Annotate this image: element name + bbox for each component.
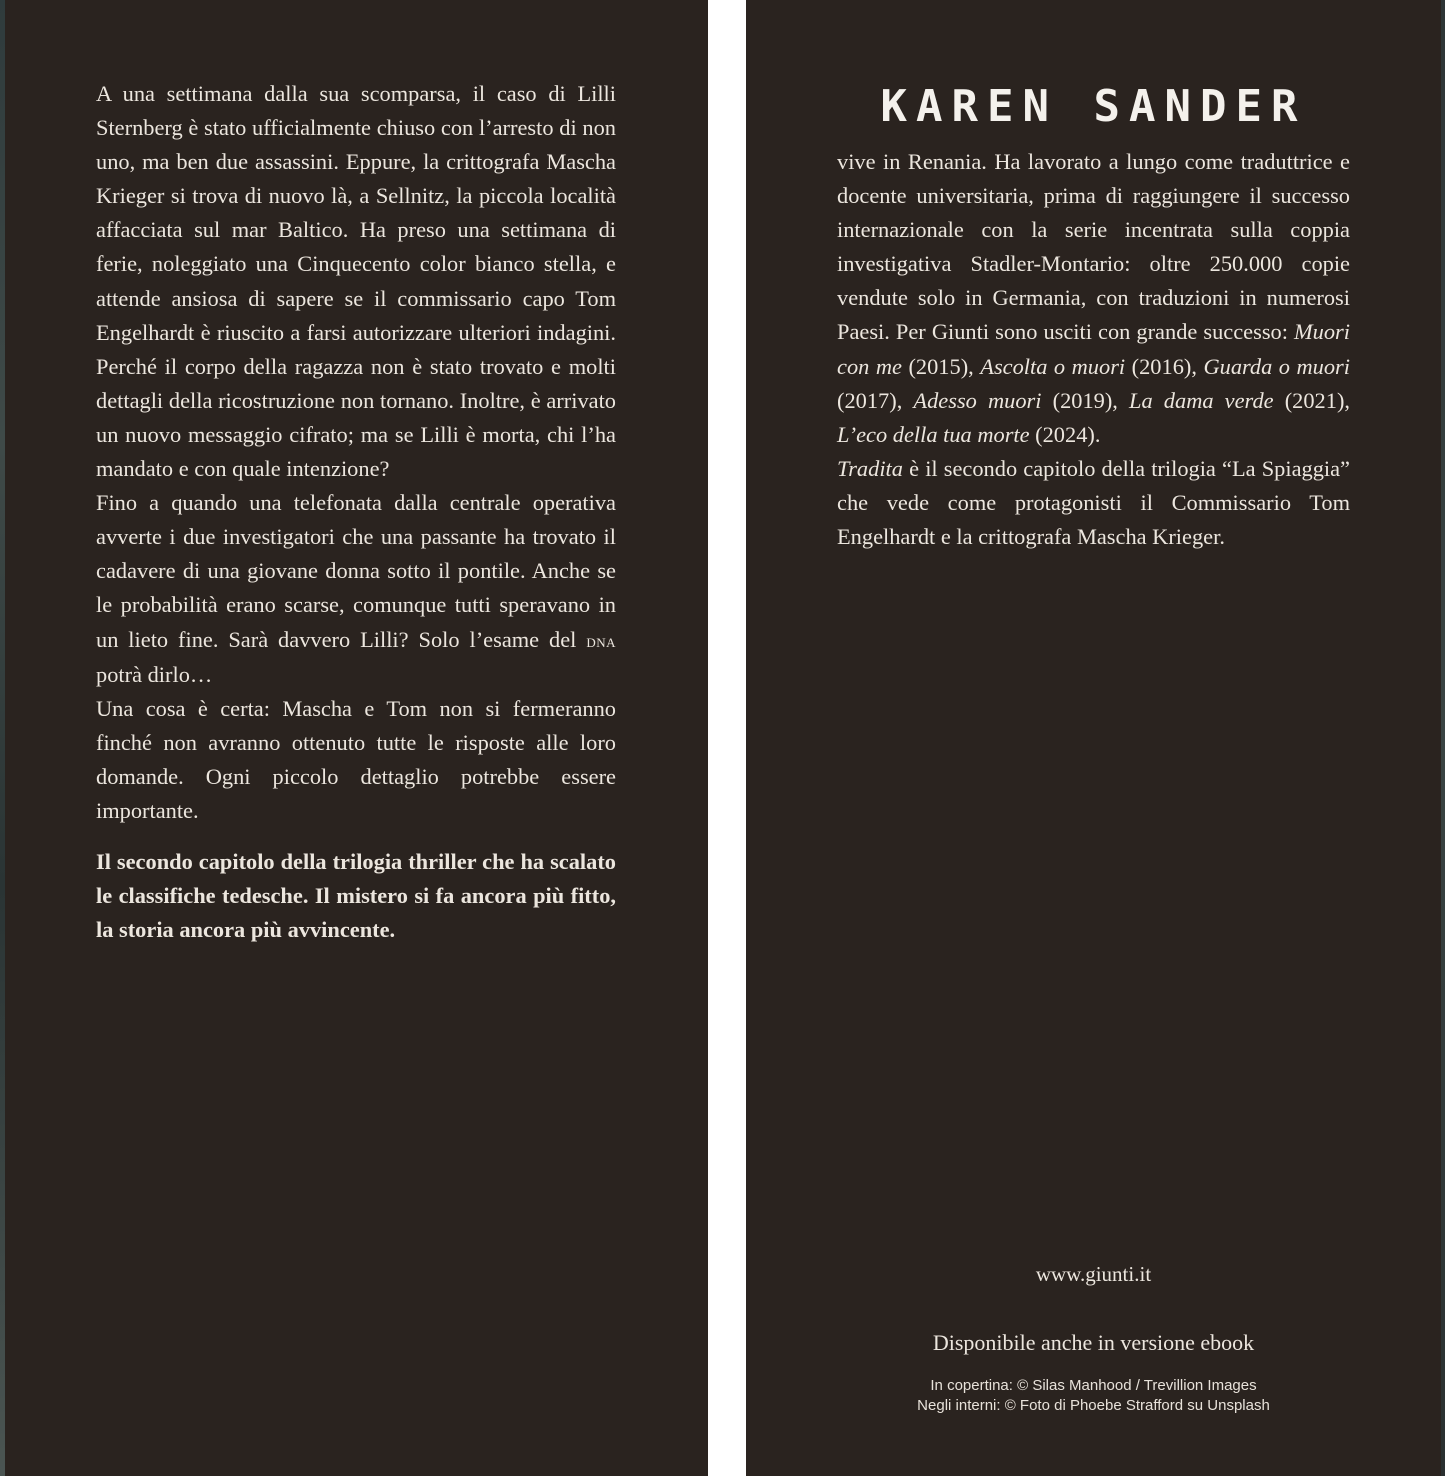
synopsis-paragraph-2 [96,486,616,692]
book-title: Ascolta o muori [980,353,1126,379]
book-title: Muori con me [837,319,1350,379]
book-title: Adesso muori [913,387,1042,413]
dna-abbreviation: dna [586,630,616,651]
author-name: KAREN SANDER [880,81,1307,132]
cover-edge-right [1441,0,1445,1476]
book-title: La dama verde [1129,387,1274,413]
ebook-note: Disponibile anche in versione ebook [932,1330,1255,1355]
bio-paragraph [837,145,1350,452]
series-title: Tradita [837,455,903,481]
synopsis-paragraph-3: Una cosa è certa: Mascha e Tom non si fermeranno finché non avranno ottenuto tutte le risposte alle loro domande. Ogni piccolo dettaglio potrebbe essere importante. [96,695,616,823]
synopsis-paragraph-2-text: Fino a quando una telefonata dalla centrale operativa avverte i due investigatori che una passante ha trovato il cadavere di una giovane donna sotto il pontile. Anche se le probabilità erano scarse, comunque tutti speravano in un lieto fine. Sarà davvero Lilli? Solo l’esame del [96,490,616,652]
book-year: (2017), [837,387,914,413]
book-title: L’eco della tua morte [837,421,1030,447]
series-note: è il secondo capitolo della trilogia “La Spiaggia” che vede come protagonisti il Commissario Tom Engelhardt e la crittografa Mascha Krieger. [837,455,1350,550]
series-paragraph [837,452,1350,554]
book-title: Guarda o muori [1203,353,1350,379]
synopsis-paragraph-1: A una settimana dalla sua scomparsa, il caso di Lilli Sternberg è stato ufficialmente chiuso con l’arresto di non uno, ma ben due assassini. Eppure, la crittografa Mascha Krieger si trova di nuovo là, a Sellnitz, la piccola località affacciata sul mar Baltico. Ha preso una settimana di ferie, noleggiato una Cinquecento color bianco stella, e attende ansiosa di sapere se il commissario capo Tom Engelhardt è riuscito a farsi autorizzare ulteriori indagini. Perché il corpo della ragazza non è stato trovato e molti dettagli della ricostruzione non tornano. Inoltre, è arrivato un nuovo messaggio cifrato; ma se Lilli è morta, chi l’ha mandato e con quale intenzione? [96,81,616,482]
book-year: (2019), [1041,387,1130,413]
synopsis [96,77,616,947]
book-year: (2015), [901,353,981,379]
image-credits [746,1376,1441,1416]
book-year: (2021), [1273,387,1350,413]
front-flap [5,0,708,1476]
author-bio [837,145,1350,554]
tagline: Il secondo capitolo della trilogia thriller che ha scalato le classifiche tedesche. Il mistero si fa ancora più fitto, la storia ancora più avvincente. [96,849,616,943]
bio-intro: vive in Renania. Ha lavorato a lungo come traduttrice e docente universitaria, prima di raggiungere il successo internazionale con la serie incentrata sulla coppia investigativa Stadler-Montario: oltre 250.000 copie vendute solo in Germania, con traduzioni in numerosi Paesi. Per Giunti sono usciti con grande successo: [837,149,1350,345]
credit-inside: Negli interni: © Foto di Phoebe Strafford su Unsplash [917,1397,1270,1414]
book-year: (2024). [1029,421,1101,447]
book-year: (2016), [1125,353,1204,379]
synopsis-paragraph-2-end: potrà dirlo… [96,661,213,687]
back-flap [746,0,1441,1476]
publisher-website: www.giunti.it [1035,1262,1152,1286]
credit-cover: In copertina: © Silas Manhood / Trevillion Images [930,1377,1257,1394]
